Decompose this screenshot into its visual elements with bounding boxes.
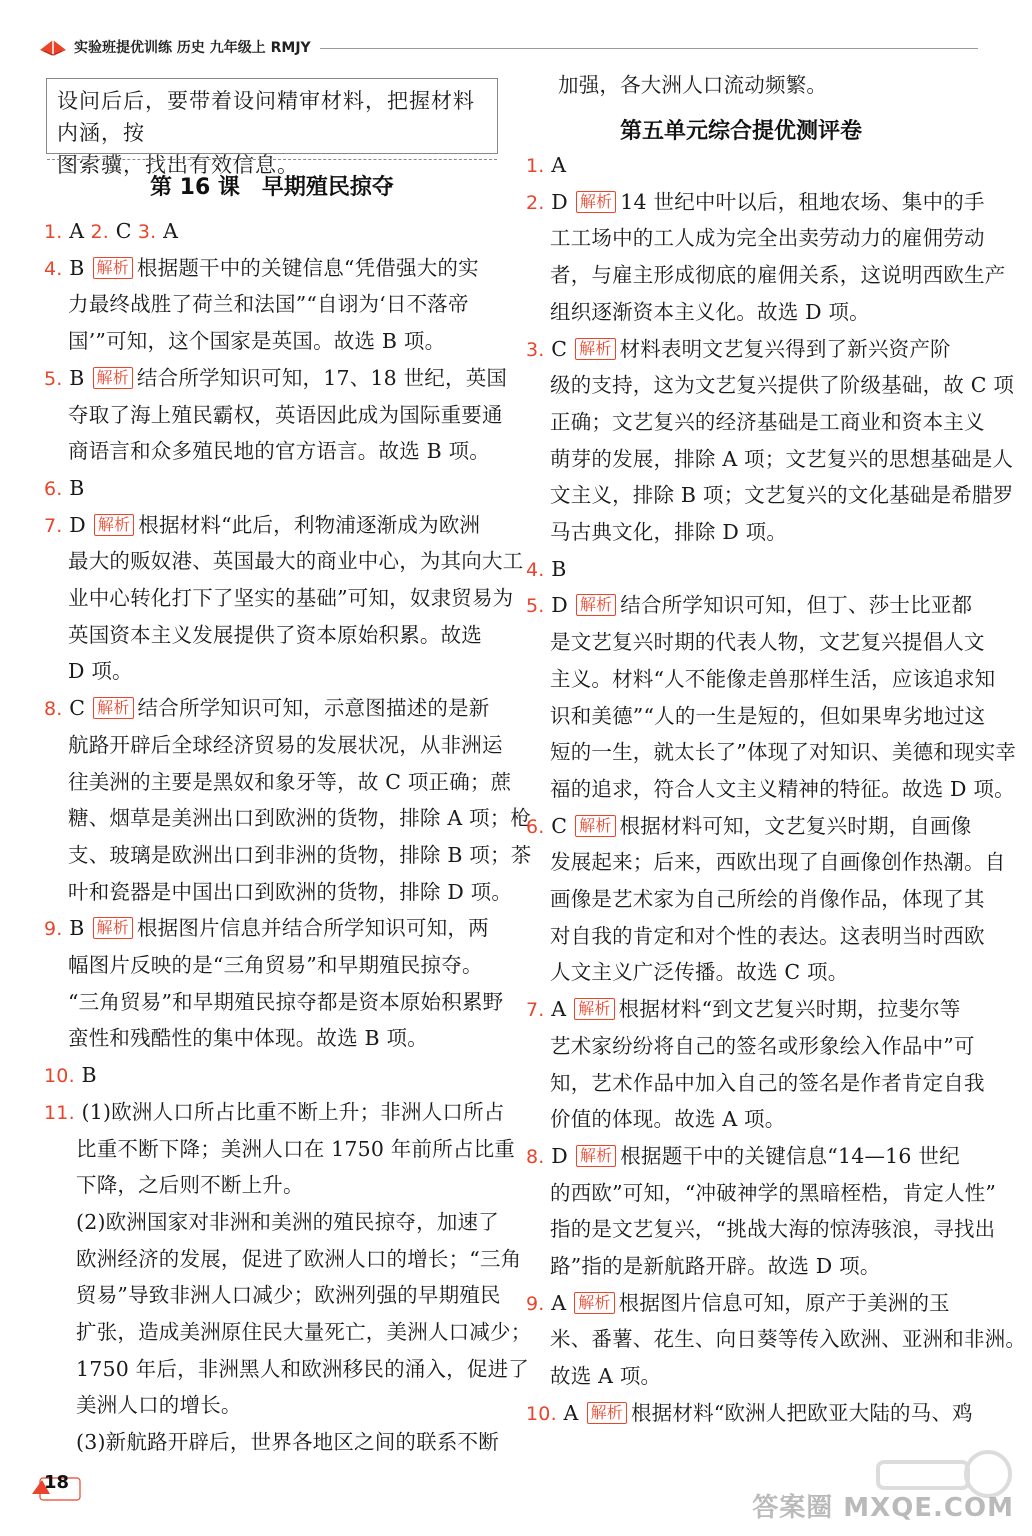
- tip-line-2: 图索骥，找出有效信息。: [57, 153, 299, 177]
- answer-line: [76, 1280, 501, 1310]
- answer-text: D 项。: [68, 659, 133, 684]
- answer-line: [550, 517, 787, 547]
- question-number: 2.: [84, 221, 110, 243]
- answer-text: 蛮性和残酷性的集中体现。故选 B 项。: [68, 1026, 428, 1051]
- answer-line: [550, 480, 1013, 510]
- answer-line: [76, 1170, 304, 1200]
- answer-choice: D: [544, 1143, 568, 1168]
- answer-line: [526, 187, 985, 218]
- question-number: 11.: [44, 1101, 75, 1124]
- answer-line: [526, 590, 972, 621]
- answer-line: [550, 444, 1013, 474]
- answer-text: 美洲人口的增长。: [76, 1393, 242, 1418]
- answer-text: 是文艺复兴时期的代表人物，文艺复兴提倡人文: [550, 630, 985, 655]
- watermark-text: 答案圈 MXQE.COM: [752, 1493, 1014, 1523]
- question-number: 3.: [131, 221, 157, 243]
- answer-line: [550, 627, 985, 657]
- answer-line: [526, 150, 566, 181]
- analysis-tag: 解析: [93, 257, 133, 279]
- answer-text: (3)新航路开辟后，世界各地区之间的联系不断: [76, 1430, 499, 1455]
- analysis-tag: 解析: [93, 917, 133, 939]
- answer-line: [68, 546, 523, 576]
- answer-text: 下降，之后则不断上升。: [76, 1173, 304, 1198]
- answer-text: 价值的体现。故选 A 项。: [550, 1107, 786, 1132]
- answer-line: [76, 1317, 531, 1347]
- answer-line: [44, 216, 178, 247]
- answer-line: [550, 1324, 1026, 1354]
- answer-text: 故选 A 项。: [550, 1364, 662, 1389]
- answer-line: [68, 803, 531, 833]
- answer-line: [68, 730, 503, 760]
- question-number: 5.: [44, 367, 63, 390]
- answer-text: 组织逐渐资本主义化。故选 D 项。: [550, 299, 870, 324]
- tip-line-1: 设问后后，要带着设问精审材料，把握材料内涵，按: [57, 89, 475, 145]
- answer-text: 航路开辟后全球经济贸易的发展状况，从非洲运: [68, 732, 503, 757]
- question-number: 8.: [44, 698, 63, 721]
- answer-text: 叶和瓷器是中国出口到欧洲的货物，排除 D 项。: [68, 879, 513, 904]
- answer-text: 14 世纪中叶以后，租地农场、集中的手: [620, 189, 985, 214]
- answer-line: [68, 840, 531, 870]
- answer-text: 扩张，造成美洲原住民大量死亡，美洲人口减少；: [76, 1320, 532, 1344]
- answer-text: 根据题干中的关键信息“14—16 世纪: [620, 1143, 960, 1168]
- answer-text: 结合所学知识可知，17、18 世纪，英国: [136, 365, 508, 390]
- answer-line: [44, 363, 507, 394]
- answer-line: [526, 994, 961, 1025]
- answer-line: [526, 334, 951, 365]
- answer-line: [68, 436, 490, 466]
- answer-choice: B: [62, 365, 85, 390]
- answer-line: [526, 1288, 950, 1319]
- answer-line: [550, 1178, 996, 1208]
- answer-choice: A: [62, 219, 85, 243]
- answer-text: 根据题干中的关键信息“凭借强大的实: [136, 255, 479, 280]
- analysis-tag: 解析: [93, 367, 133, 389]
- answer-line: [44, 510, 480, 541]
- answer-choice: B: [74, 1063, 97, 1088]
- page-number: 18: [44, 1472, 70, 1493]
- answer-text: 国’”可知，这个国家是英国。故选 B 项。: [68, 329, 446, 354]
- answer-choice: A: [544, 1290, 567, 1315]
- answer-text: 结合所学知识可知，但丁、莎士比亚都: [620, 593, 973, 618]
- right-section-title: 第五单元综合提优测评卷: [620, 119, 863, 144]
- answer-text: 艺术家纷纷将自己的签名或形象绘入作品中”可: [550, 1033, 975, 1058]
- answer-text: 文主义，排除 B 项；文艺复兴的文化基础是希腊罗: [550, 483, 1014, 508]
- answer-line: [76, 1244, 521, 1274]
- answer-line: [550, 774, 1015, 804]
- answer-line: [76, 1390, 242, 1420]
- question-number: 1.: [44, 221, 63, 243]
- answer-choice: D: [62, 512, 86, 537]
- analysis-tag: 解析: [94, 514, 134, 536]
- answer-line: [68, 950, 483, 980]
- answer-text: 根据图片信息并结合所学知识可知，两: [136, 916, 489, 941]
- answer-text: 根据材料“欧洲人把欧亚大陆的马、鸡: [630, 1400, 973, 1425]
- question-number: 9.: [44, 918, 63, 941]
- question-number: 4.: [526, 558, 545, 581]
- answer-line: [550, 1214, 995, 1244]
- answer-text: 对自我的肯定和对个性的表达。这表明当时西欧: [550, 923, 985, 948]
- analysis-tag: 解析: [575, 338, 615, 360]
- answer-text: 比重不断下降；美洲人口在 1750 年前所占比重: [76, 1136, 516, 1161]
- answer-line: [550, 1031, 975, 1061]
- answer-line: [550, 1068, 985, 1098]
- answer-choice: D: [544, 593, 568, 618]
- analysis-tag: 解析: [93, 697, 133, 719]
- answer-line: [76, 1427, 499, 1457]
- answer-choice: A: [556, 1400, 579, 1425]
- right-continuation-line: 加强，各大洲人口流动频繁。: [558, 73, 828, 97]
- answer-line: [68, 877, 512, 907]
- left-section-title: 第 16 课 早期殖民掠夺: [150, 175, 394, 200]
- answer-text: 人文主义广泛传播。故选 C 项。: [550, 960, 849, 985]
- answer-text: 正确；文艺复兴的经济基础是工商业和资本主义: [550, 409, 985, 434]
- answer-line: [68, 326, 445, 356]
- answer-line: [550, 1251, 881, 1281]
- page-header: [30, 34, 978, 60]
- answer-text: 英国资本主义发展提供了资本原始积累。故选: [68, 622, 482, 647]
- answer-line: [76, 1354, 529, 1384]
- answer-line: [550, 1104, 785, 1134]
- answer-choice: A: [544, 997, 567, 1022]
- answer-choice: B: [544, 556, 567, 581]
- answer-text: “三角贸易”和早期殖民掠夺都是资本原始积累野: [68, 989, 504, 1014]
- answer-text: 者，与雇主形成彻底的雇佣关系，这说明西欧生产: [550, 263, 1006, 288]
- question-number: 6.: [526, 815, 545, 838]
- answer-line: [526, 811, 971, 842]
- answer-line: [68, 767, 511, 797]
- question-number: 10.: [44, 1065, 75, 1088]
- question-number: 8.: [526, 1145, 545, 1168]
- answer-line: [550, 847, 1005, 877]
- answer-line: [550, 223, 985, 253]
- answer-line: [44, 1060, 97, 1091]
- analysis-tag: 解析: [587, 1402, 627, 1424]
- answer-text: (2)欧洲国家对非洲和美洲的殖民掠夺，加速了: [76, 1209, 499, 1234]
- question-number: 10.: [526, 1402, 557, 1425]
- answer-text: 马古典文化，排除 D 项。: [550, 520, 788, 544]
- answer-text: 贸易”导致非洲人口减少；欧洲列强的早期殖民: [76, 1283, 501, 1308]
- answer-text: 1750 年后，非洲黑人和欧洲移民的涌入，促进了: [76, 1356, 529, 1381]
- answer-line: [44, 693, 489, 724]
- answer-text: 福的追求，符合人文主义精神的特征。故选 D 项。: [550, 776, 1015, 801]
- answer-choice: D: [544, 189, 568, 214]
- answer-text: 米、番薯、花生、向日葵等传入欧洲、亚洲和非洲。: [550, 1327, 1027, 1352]
- answer-line: [44, 1097, 504, 1128]
- answer-line: [68, 987, 503, 1017]
- answer-line: [550, 921, 985, 951]
- analysis-tag: 解析: [574, 998, 614, 1020]
- answer-line: [550, 260, 1005, 290]
- tip-box: [46, 78, 498, 177]
- header-divider: [320, 48, 978, 49]
- answer-text: 发展起来；后来，西欧出现了自画像创作热潮。自: [550, 850, 1006, 875]
- answer-text: 识和美德”“人的一生是短的，但如果卑劣地过这: [550, 703, 986, 728]
- answer-line: [68, 400, 503, 430]
- answer-choice: C: [544, 813, 568, 838]
- analysis-tag: 解析: [574, 1292, 614, 1314]
- answer-choice: C: [109, 219, 132, 243]
- analysis-tag: 解析: [576, 594, 616, 616]
- answer-text: 路”指的是新航路开辟。故选 D 项。: [550, 1254, 881, 1278]
- answer-text: 指的是文艺复兴，“挑战大海的惊涛骇浪，寻找出: [550, 1217, 996, 1242]
- answer-choice: A: [156, 219, 179, 243]
- answer-line: [68, 656, 133, 686]
- answer-text: 根据材料“此后，利物浦逐渐成为欧洲: [138, 512, 481, 537]
- answer-choice: A: [544, 153, 567, 177]
- answer-text: 短的一生，就太长了”体现了对知识、美德和现实幸: [550, 740, 1017, 765]
- answer-text: 商语言和众多殖民地的官方语言。故选 B 项。: [68, 439, 490, 464]
- answer-text: 知，艺术作品中加入自己的签名是作者肯定自我: [550, 1070, 985, 1095]
- question-number: 4.: [44, 257, 63, 280]
- answer-line: [550, 407, 985, 437]
- analysis-tag: 解析: [576, 1145, 616, 1167]
- answer-line: [526, 554, 567, 585]
- question-number: 7.: [526, 999, 545, 1022]
- answer-line: [550, 701, 985, 731]
- answer-line: [550, 370, 1014, 400]
- book-logo-icon: [38, 36, 68, 58]
- answer-line: [526, 1141, 960, 1172]
- answer-text: 画像是艺术家为自己所绘的肖像作品，体现了其: [550, 887, 985, 911]
- answer-line: [76, 1207, 499, 1237]
- answer-line: [550, 737, 1016, 767]
- answer-choice: C: [544, 336, 568, 361]
- question-number: 6.: [44, 477, 63, 500]
- answer-choice: B: [62, 255, 85, 280]
- answer-line: [68, 289, 469, 319]
- question-number: 9.: [526, 1292, 545, 1315]
- answer-line: [550, 884, 985, 914]
- answer-text: 主义。材料“人不能像走兽那样生活，应该追求知: [550, 666, 996, 691]
- question-number: 7.: [44, 514, 63, 537]
- answer-text: 材料表明文艺复兴得到了新兴资产阶: [619, 336, 951, 361]
- answer-text: 根据材料“到文艺复兴时期，拉斐尔等: [618, 997, 961, 1022]
- answer-text: 往美洲的主要是黑奴和象牙等，故 C 项正确；蔗: [68, 769, 512, 794]
- answer-line: [44, 913, 489, 944]
- answer-line: [526, 1398, 973, 1429]
- answer-text: 幅图片反映的是“三角贸易”和早期殖民掠夺。: [68, 953, 483, 977]
- header-title: 实验班提优训练 历史 九年级上 RMJY: [74, 40, 311, 56]
- answer-line: [76, 1134, 515, 1164]
- answer-text: 萌芽的发展，排除 A 项；文艺复兴的思想基础是人: [550, 446, 1014, 471]
- answer-line: [550, 664, 995, 694]
- answer-text: 工工场中的工人成为完全出卖劳动力的雇佣劳动: [550, 226, 985, 251]
- answer-text: 支、玻璃是欧洲出口到非洲的货物，排除 B 项；茶: [68, 842, 532, 867]
- answer-text: 糖、烟草是美洲出口到欧洲的货物，排除 A 项；枪: [68, 806, 532, 831]
- answer-text: 根据图片信息可知，原产于美洲的玉: [618, 1290, 950, 1315]
- answer-text: 结合所学知识可知，示意图描述的是新: [137, 696, 490, 721]
- answer-line: [550, 957, 848, 987]
- question-number: 2.: [526, 191, 545, 214]
- answer-text: 级的支持，这为文艺复兴提供了阶级基础，故 C 项: [550, 373, 1015, 398]
- analysis-tag: 解析: [576, 191, 616, 213]
- question-number: 3.: [526, 338, 545, 361]
- answer-choice: B: [62, 916, 85, 941]
- answer-line: [68, 583, 513, 613]
- answer-text: 夺取了海上殖民霸权，英语因此成为国际重要通: [68, 402, 503, 427]
- answer-line: [550, 297, 870, 327]
- answer-text: 业中心转化打下了坚实的基础”可知，奴隶贸易为: [68, 586, 514, 610]
- answer-text: 的西欧”可知，“冲破神学的黑暗桎梏，肯定人性”: [550, 1180, 997, 1205]
- answer-line: [44, 473, 85, 504]
- question-number: 5.: [526, 595, 545, 618]
- analysis-tag: 解析: [575, 815, 615, 837]
- answer-text: 最大的贩奴港、英国最大的商业中心，为其向大工: [68, 549, 524, 574]
- answer-choice: B: [62, 475, 85, 500]
- question-number: 1.: [526, 155, 545, 177]
- answer-line: [44, 253, 479, 284]
- answer-line: [550, 1361, 661, 1391]
- answer-line: [68, 620, 482, 650]
- answer-text: 根据材料可知，文艺复兴时期，自画像: [619, 813, 972, 838]
- answer-text: 欧洲经济的发展，促进了欧洲人口的增长；“三角: [76, 1246, 522, 1271]
- answer-text: (1)欧洲人口所占比重不断上升；非洲人口所占: [74, 1099, 505, 1124]
- answer-choice: C: [62, 696, 86, 721]
- answer-text: 力最终战胜了荷兰和法国”“自诩为‘日不落帝: [68, 292, 469, 317]
- answer-line: [68, 1023, 428, 1053]
